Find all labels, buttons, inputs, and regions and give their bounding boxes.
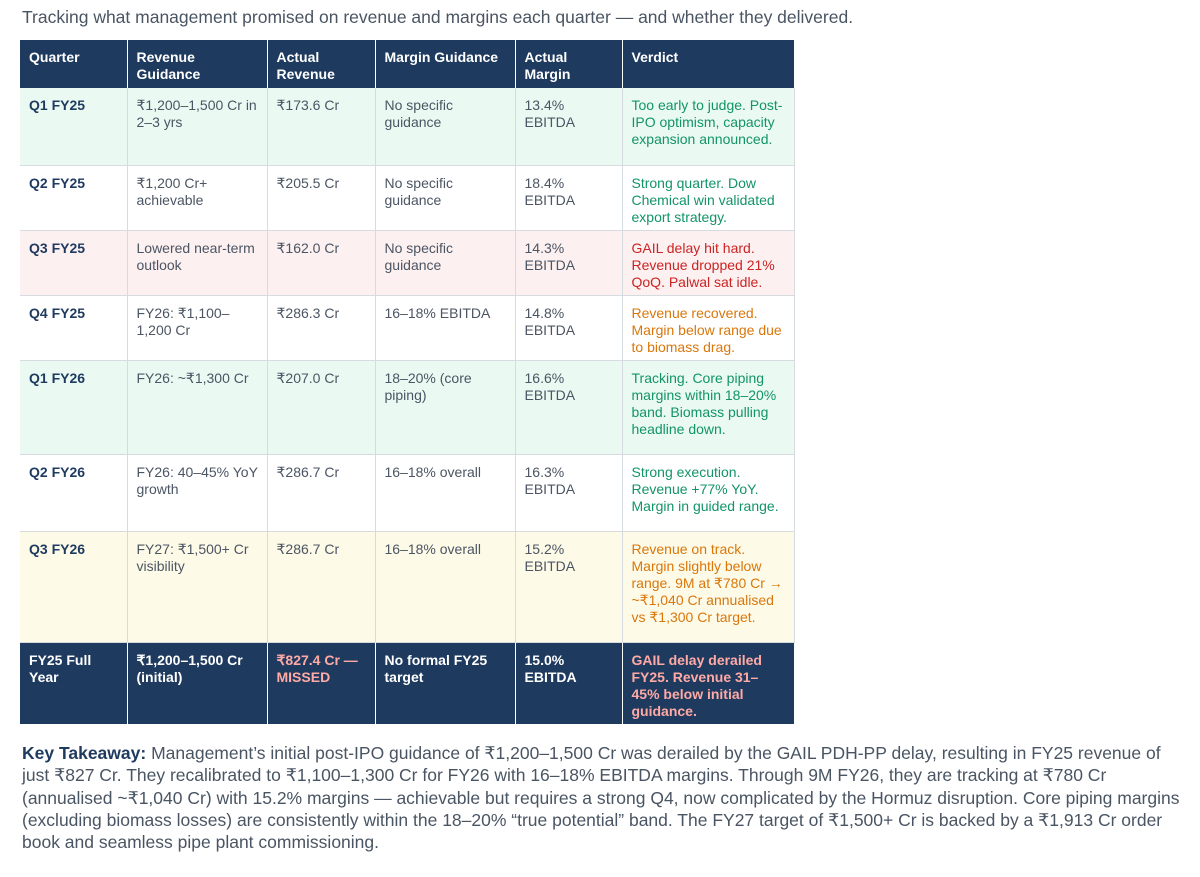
table-row bbox=[20, 230, 794, 295]
key-takeaway bbox=[22, 742, 1182, 853]
cell-quarter: Q4 FY25 bbox=[20, 295, 127, 360]
table-total-row bbox=[20, 642, 794, 724]
header-actual-margin: Actual Margin bbox=[515, 40, 622, 88]
cell-actual-revenue: ₹286.7 Cr bbox=[267, 531, 375, 642]
header-revenue-guidance: Revenue Guidance bbox=[127, 40, 267, 88]
total-quarter: FY25 Full Year bbox=[20, 642, 127, 724]
total-actual-margin: 15.0% EBITDA bbox=[515, 642, 622, 724]
cell-actual-margin: 13.4% EBITDA bbox=[515, 88, 622, 165]
cell-revenue-guidance: ₹1,200 Cr+ achievable bbox=[127, 165, 267, 230]
cell-revenue-guidance: FY26: ~₹1,300 Cr bbox=[127, 360, 267, 454]
cell-revenue-guidance: Lowered near-term outlook bbox=[127, 230, 267, 295]
intro-text: Tracking what management promised on revenue and margins each quarter — and whether they delivered. bbox=[22, 7, 854, 27]
total-verdict: GAIL delay derailed FY25. Revenue 31–45% below initial guidance. bbox=[622, 642, 794, 724]
cell-actual-margin: 15.2% EBITDA bbox=[515, 531, 622, 642]
table-row bbox=[20, 531, 794, 642]
cell-actual-margin: 14.8% EBITDA bbox=[515, 295, 622, 360]
cell-margin-guidance: No specific guidance bbox=[375, 230, 515, 295]
key-takeaway-text: Management’s initial post-IPO guidance of ₹1,200–1,500 Cr was derailed by the GAIL PDH-PP delay, resulting in FY25 revenue of just ₹827 Cr. They recalibrated to ₹1,100–1,300 Cr for FY26 with 16–18% EBITDA margins. Through 9M FY26, they are tracking at ₹780 Cr (annualised ~₹1,040 Cr) with 15.2% margins — achievable but requires a strong Q4, now complicated by the Hormuz disruption. Core piping margins (excluding biomass losses) are consistently within the 18–20% “true potential” band. The FY27 target of ₹1,500+ Cr is backed by a ₹1,913 Cr order book and seamless pipe plant commissioning. bbox=[22, 743, 1180, 853]
cell-verdict: Strong execution. Revenue +77% YoY. Margin in guided range. bbox=[622, 454, 794, 531]
header-quarter: Quarter bbox=[20, 40, 127, 88]
cell-revenue-guidance: FY27: ₹1,500+ Cr visibility bbox=[127, 531, 267, 642]
header-actual-revenue: Actual Revenue bbox=[267, 40, 375, 88]
cell-revenue-guidance: FY26: 40–45% YoY growth bbox=[127, 454, 267, 531]
table-row bbox=[20, 454, 794, 531]
cell-revenue-guidance: ₹1,200–1,500 Cr in 2–3 yrs bbox=[127, 88, 267, 165]
cell-actual-margin: 14.3% EBITDA bbox=[515, 230, 622, 295]
total-margin-guidance: No formal FY25 target bbox=[375, 642, 515, 724]
cell-actual-revenue: ₹173.6 Cr bbox=[267, 88, 375, 165]
cell-margin-guidance: No specific guidance bbox=[375, 165, 515, 230]
cell-verdict: GAIL delay hit hard. Revenue dropped 21% QoQ. Palwal sat idle. bbox=[622, 230, 794, 295]
table-header-row bbox=[20, 40, 794, 88]
cell-actual-revenue: ₹205.5 Cr bbox=[267, 165, 375, 230]
cell-quarter: Q2 FY25 bbox=[20, 165, 127, 230]
cell-quarter: Q1 FY26 bbox=[20, 360, 127, 454]
cell-actual-margin: 16.3% EBITDA bbox=[515, 454, 622, 531]
cell-actual-revenue: ₹286.3 Cr bbox=[267, 295, 375, 360]
cell-actual-revenue: ₹207.0 Cr bbox=[267, 360, 375, 454]
total-actual-revenue: ₹827.4 Cr — MISSED bbox=[267, 642, 375, 724]
total-revenue-guidance: ₹1,200–1,500 Cr (initial) bbox=[127, 642, 267, 724]
cell-verdict: Revenue on track. Margin slightly below range. 9M at ₹780 Cr → ~₹1,040 Cr annualised vs ₹1,300 Cr target. bbox=[622, 531, 794, 642]
cell-margin-guidance: 18–20% (core piping) bbox=[375, 360, 515, 454]
cell-margin-guidance: 16–18% overall bbox=[375, 454, 515, 531]
key-takeaway-label: Key Takeaway: bbox=[22, 743, 147, 763]
header-verdict: Verdict bbox=[622, 40, 794, 88]
header-margin-guidance: Margin Guidance bbox=[375, 40, 515, 88]
cell-revenue-guidance: FY26: ₹1,100–1,200 Cr bbox=[127, 295, 267, 360]
cell-margin-guidance: No specific guidance bbox=[375, 88, 515, 165]
table-row bbox=[20, 165, 794, 230]
cell-quarter: Q1 FY25 bbox=[20, 88, 127, 165]
guidance-table bbox=[20, 40, 795, 724]
cell-quarter: Q3 FY26 bbox=[20, 531, 127, 642]
cell-actual-revenue: ₹162.0 Cr bbox=[267, 230, 375, 295]
cell-actual-margin: 18.4% EBITDA bbox=[515, 165, 622, 230]
table-row bbox=[20, 88, 794, 165]
cell-verdict: Strong quarter. Dow Chemical win validated export strategy. bbox=[622, 165, 794, 230]
cell-margin-guidance: 16–18% EBITDA bbox=[375, 295, 515, 360]
cell-margin-guidance: 16–18% overall bbox=[375, 531, 515, 642]
cell-verdict: Tracking. Core piping margins within 18–20% band. Biomass pulling headline down. bbox=[622, 360, 794, 454]
cell-actual-revenue: ₹286.7 Cr bbox=[267, 454, 375, 531]
cell-quarter: Q2 FY26 bbox=[20, 454, 127, 531]
cell-verdict: Revenue recovered. Margin below range due to biomass drag. bbox=[622, 295, 794, 360]
cell-quarter: Q3 FY25 bbox=[20, 230, 127, 295]
table-row bbox=[20, 360, 794, 454]
cell-actual-margin: 16.6% EBITDA bbox=[515, 360, 622, 454]
cell-verdict: Too early to judge. Post-IPO optimism, capacity expansion announced. bbox=[622, 88, 794, 165]
table-row bbox=[20, 295, 794, 360]
